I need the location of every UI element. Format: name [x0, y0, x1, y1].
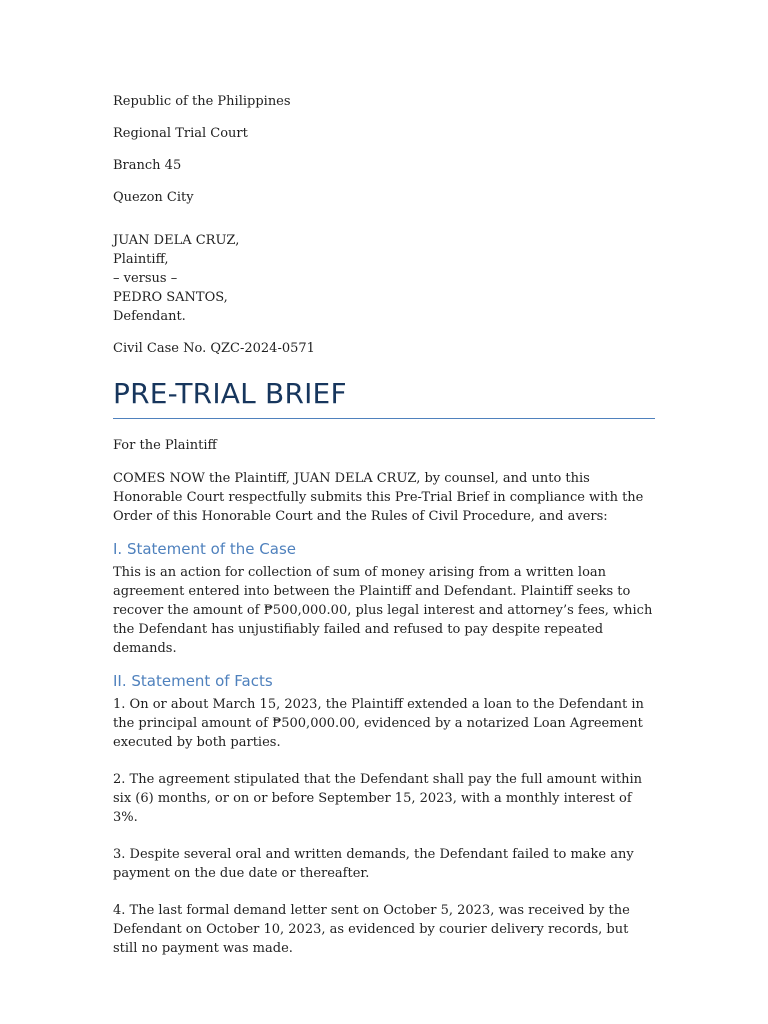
court-header: [113, 93, 655, 207]
defendant-role: Defendant.: [113, 309, 186, 324]
case-caption: [113, 231, 655, 326]
document-title: PRE-TRIAL BRIEF: [113, 376, 655, 419]
republic-line: Republic of the Philippines: [113, 94, 291, 109]
plaintiff-name: JUAN DELA CRUZ,: [113, 233, 240, 248]
section-heading: I. Statement of the Case: [113, 540, 296, 558]
section-paragraph: This is an action for collection of sum of money arising from a written loan agreement entered into between the Plaintiff and Defendant. Plaintiff seeks to recover the amount of ₱500,000.00, plus legal interest and attorney’s fees, which the Defendant has unjustifiably failed and refused to pay despite repeated demands.: [113, 565, 653, 656]
defendant-name: PEDRO SANTOS,: [113, 290, 228, 305]
court-name-line: Regional Trial Court: [113, 126, 248, 141]
fact-paragraph: 4. The last formal demand letter sent on October 5, 2023, was received by the Defendant on October 10, 2023, as evidenced by courier delivery records, but still no payment was made.: [113, 903, 630, 956]
intro-paragraph: COMES NOW the Plaintiff, JUAN DELA CRUZ, by counsel, and unto this Honorable Court respectfully submits this Pre-Trial Brief in compliance with the Order of this Honorable Court and the Rules of Civil Procedure, and avers:: [113, 471, 644, 524]
fact-paragraph: 1. On or about March 15, 2023, the Plaintiff extended a loan to the Defendant in the principal amount of ₱500,000.00, evidenced by a notarized Loan Agreement executed by both parties.: [113, 697, 644, 750]
fact-paragraph: 3. Despite several oral and written demands, the Defendant failed to make any payment on the due date or thereafter.: [113, 847, 634, 881]
section-statement-of-case: [113, 539, 655, 658]
city-line: Quezon City: [113, 190, 194, 205]
plaintiff-role: Plaintiff,: [113, 252, 169, 267]
document-content: [113, 93, 655, 958]
for-party-line: For the Plaintiff: [113, 438, 217, 453]
branch-line: Branch 45: [113, 158, 182, 173]
section-heading: II. Statement of Facts: [113, 672, 273, 690]
versus-line: – versus –: [113, 271, 178, 286]
fact-paragraph: 2. The agreement stipulated that the Defendant shall pay the full amount within six (6) months, or on or before September 15, 2023, with a monthly interest of 3%.: [113, 772, 643, 825]
case-number: Civil Case No. QZC-2024-0571: [113, 341, 315, 356]
section-statement-of-facts: [113, 671, 655, 958]
